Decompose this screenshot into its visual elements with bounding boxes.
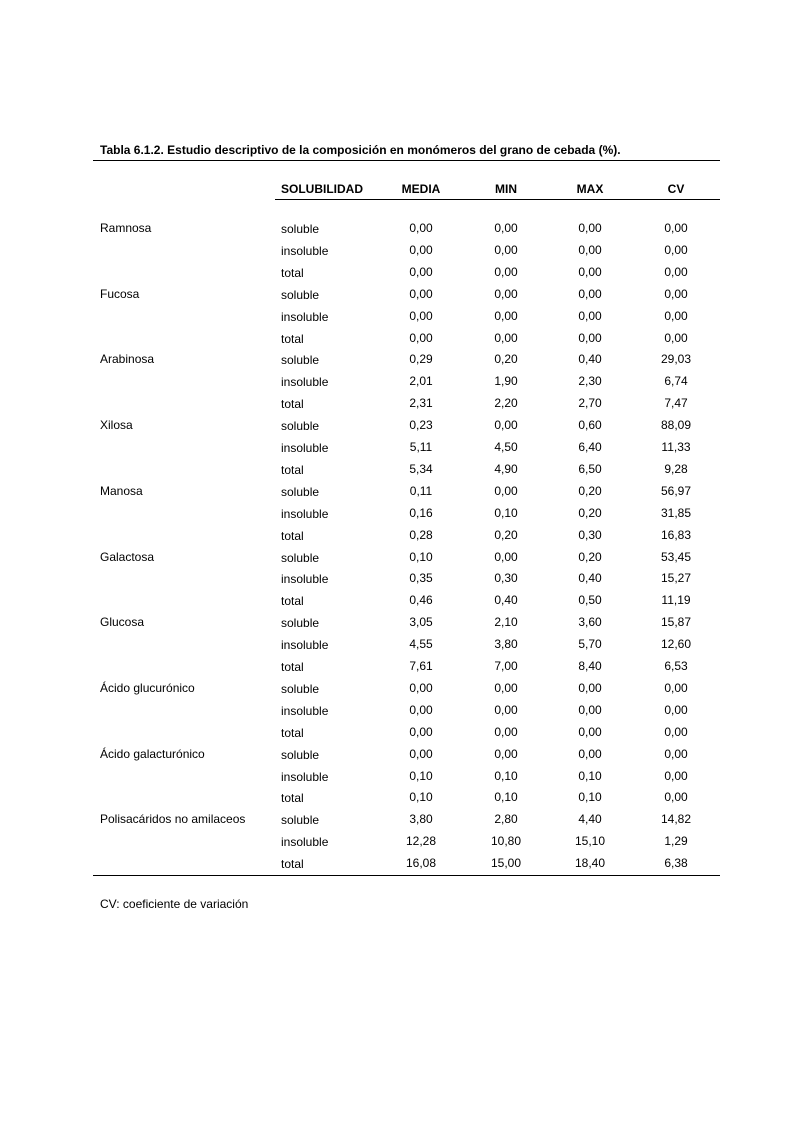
cell-media: 0,10 bbox=[409, 549, 433, 564]
cell-media: 0,00 bbox=[409, 264, 433, 279]
cell-media: 0,00 bbox=[409, 746, 433, 761]
cell-min: 0,10 bbox=[494, 790, 518, 805]
cell-min: 0,00 bbox=[494, 483, 518, 498]
cell-min: 4,50 bbox=[494, 440, 518, 454]
cell-cv: 0,00 bbox=[664, 286, 688, 301]
cell-solubility: soluble bbox=[281, 550, 320, 565]
cell-min: 0,00 bbox=[494, 746, 518, 761]
cell-max: 2,70 bbox=[578, 396, 602, 411]
cell-cv: 0,00 bbox=[664, 768, 688, 783]
cell-min: 0,00 bbox=[494, 308, 518, 323]
footnote: CV: coeficiente de variación bbox=[100, 897, 249, 911]
cell-solubility: total bbox=[281, 660, 304, 674]
cell-media: 16,08 bbox=[405, 856, 437, 871]
row-group-name: Ramnosa bbox=[100, 221, 152, 235]
cell-media: 0,10 bbox=[409, 768, 433, 783]
cell-solubility: total bbox=[281, 857, 304, 872]
cell-media: 0,11 bbox=[409, 483, 433, 498]
cell-media: 0,00 bbox=[409, 242, 433, 257]
cell-cv: 0,00 bbox=[664, 264, 688, 279]
cell-min: 0,00 bbox=[494, 549, 518, 564]
cell-min: 3,80 bbox=[494, 637, 518, 652]
row-group-name: Ácido glucurónico bbox=[100, 680, 195, 695]
cell-solubility: insoluble bbox=[281, 309, 329, 324]
cell-min: 0,20 bbox=[494, 527, 518, 542]
cell-min: 0,20 bbox=[494, 352, 518, 367]
cell-max: 18,40 bbox=[574, 856, 606, 871]
cell-solubility: total bbox=[281, 791, 304, 806]
cell-max: 4,40 bbox=[578, 812, 602, 827]
cell-max: 0,00 bbox=[578, 221, 602, 235]
cell-solubility: soluble bbox=[281, 616, 320, 631]
row-group-name: Arabinosa bbox=[100, 352, 155, 367]
cell-media: 0,28 bbox=[409, 527, 433, 542]
cell-solubility: total bbox=[281, 462, 304, 477]
cell-solubility: insoluble bbox=[281, 572, 329, 587]
cell-media: 4,55 bbox=[409, 637, 433, 652]
cell-max: 0,10 bbox=[578, 768, 602, 783]
cell-max: 0,00 bbox=[578, 724, 602, 739]
cell-solubility: insoluble bbox=[281, 506, 329, 521]
cell-media: 0,29 bbox=[409, 352, 433, 367]
cell-min: 15,00 bbox=[490, 856, 522, 871]
cell-min: 0,00 bbox=[494, 724, 518, 739]
cell-solubility: total bbox=[281, 397, 304, 412]
cell-min: 0,00 bbox=[494, 264, 518, 279]
header-solubility: SOLUBILIDAD bbox=[281, 182, 363, 196]
cell-cv: 11,33 bbox=[661, 440, 691, 454]
cell-min: 0,00 bbox=[494, 418, 518, 433]
bottom-rule bbox=[93, 875, 720, 876]
cell-media: 0,00 bbox=[409, 702, 433, 717]
cell-media: 0,00 bbox=[409, 221, 433, 235]
cell-solubility: insoluble bbox=[281, 375, 329, 390]
cell-solubility: insoluble bbox=[281, 441, 329, 455]
cell-media: 0,46 bbox=[409, 593, 433, 608]
cell-media: 7,61 bbox=[409, 659, 433, 673]
cell-max: 2,30 bbox=[578, 374, 602, 389]
cell-cv: 0,00 bbox=[664, 724, 688, 739]
cell-solubility: insoluble bbox=[281, 835, 329, 850]
cell-cv: 7,47 bbox=[664, 396, 688, 411]
cell-max: 0,10 bbox=[578, 790, 602, 805]
cell-cv: 1,29 bbox=[664, 834, 688, 849]
cell-media: 0,00 bbox=[409, 286, 433, 301]
cell-cv: 6,53 bbox=[664, 659, 688, 673]
cell-max: 0,00 bbox=[578, 308, 602, 323]
cell-min: 0,00 bbox=[494, 330, 518, 345]
cell-media: 3,80 bbox=[409, 812, 433, 827]
cell-solubility: soluble bbox=[281, 222, 320, 236]
cell-media: 0,16 bbox=[409, 505, 433, 520]
cell-min: 0,00 bbox=[494, 680, 518, 695]
cell-cv: 0,00 bbox=[664, 221, 688, 235]
cell-max: 5,70 bbox=[578, 637, 602, 652]
cell-media: 0,00 bbox=[409, 308, 433, 323]
cell-max: 0,00 bbox=[578, 286, 602, 301]
cell-min: 0,40 bbox=[494, 593, 518, 608]
row-group-name: Xilosa bbox=[100, 418, 133, 433]
header-min: MIN bbox=[495, 182, 517, 196]
cell-solubility: total bbox=[281, 331, 304, 346]
cell-min: 0,10 bbox=[494, 505, 518, 520]
header-rule bbox=[275, 199, 720, 200]
cell-media: 0,10 bbox=[409, 790, 433, 805]
cell-media: 5,34 bbox=[409, 461, 433, 476]
cell-min: 0,30 bbox=[494, 571, 518, 586]
cell-solubility: insoluble bbox=[281, 769, 329, 784]
cell-min: 1,90 bbox=[494, 374, 518, 389]
cell-solubility: insoluble bbox=[281, 703, 329, 718]
cell-cv: 9,28 bbox=[664, 461, 688, 476]
row-group-name: Galactosa bbox=[100, 549, 155, 564]
cell-solubility: soluble bbox=[281, 484, 320, 499]
cell-solubility: insoluble bbox=[281, 638, 329, 653]
cell-max: 0,00 bbox=[578, 746, 602, 761]
cell-min: 4,90 bbox=[494, 461, 518, 476]
cell-cv: 15,87 bbox=[660, 615, 692, 630]
cell-solubility: soluble bbox=[281, 353, 320, 368]
cell-max: 0,20 bbox=[578, 483, 602, 498]
cell-media: 2,01 bbox=[409, 374, 433, 389]
cell-cv: 16,83 bbox=[660, 527, 692, 542]
row-group-name: Glucosa bbox=[100, 615, 145, 630]
cell-max: 0,30 bbox=[578, 527, 602, 542]
cell-cv: 11,19 bbox=[661, 593, 691, 608]
cell-cv: 15,27 bbox=[660, 571, 692, 586]
header-max: MAX bbox=[576, 182, 604, 196]
cell-solubility: total bbox=[281, 265, 304, 280]
cell-min: 7,00 bbox=[494, 659, 518, 673]
cell-max: 15,10 bbox=[574, 834, 606, 849]
cell-cv: 14,82 bbox=[660, 812, 692, 827]
cell-solubility: total bbox=[281, 594, 304, 609]
cell-min: 0,00 bbox=[494, 242, 518, 257]
cell-min: 10,80 bbox=[490, 834, 522, 849]
cell-media: 12,28 bbox=[405, 834, 437, 849]
cell-max: 0,20 bbox=[578, 505, 602, 520]
row-group-name: Polisacáridos no amilaceos bbox=[100, 812, 246, 827]
cell-min: 0,00 bbox=[494, 286, 518, 301]
cell-solubility: soluble bbox=[281, 681, 320, 696]
row-group-name: Fucosa bbox=[100, 286, 140, 301]
cell-max: 0,00 bbox=[578, 264, 602, 279]
cell-media: 3,05 bbox=[409, 615, 433, 630]
cell-max: 0,00 bbox=[578, 680, 602, 695]
cell-max: 0,50 bbox=[578, 593, 602, 608]
cell-solubility: soluble bbox=[281, 813, 320, 828]
cell-solubility: total bbox=[281, 725, 304, 740]
header-mean: MEDIA bbox=[401, 182, 441, 196]
cell-max: 6,50 bbox=[578, 461, 602, 476]
cell-max: 0,40 bbox=[578, 352, 602, 367]
cell-solubility: soluble bbox=[281, 747, 320, 762]
cell-min: 2,20 bbox=[494, 396, 518, 411]
cell-cv: 0,00 bbox=[664, 242, 688, 257]
cell-max: 6,40 bbox=[578, 440, 602, 454]
cell-cv: 0,00 bbox=[664, 330, 688, 345]
cell-solubility: insoluble bbox=[281, 243, 329, 258]
cell-media: 0,23 bbox=[409, 418, 433, 433]
cell-solubility: soluble bbox=[281, 287, 320, 302]
cell-cv: 0,00 bbox=[664, 680, 688, 695]
cell-min: 0,00 bbox=[494, 221, 518, 235]
cell-cv: 6,38 bbox=[664, 856, 688, 871]
cell-cv: 53,45 bbox=[660, 549, 692, 564]
cell-cv: 0,00 bbox=[664, 746, 688, 761]
cell-cv: 0,00 bbox=[664, 702, 688, 717]
cell-max: 0,20 bbox=[578, 549, 602, 564]
cell-max: 0,00 bbox=[578, 330, 602, 345]
cell-media: 0,35 bbox=[409, 571, 433, 586]
cell-solubility: total bbox=[281, 528, 304, 543]
cell-max: 8,40 bbox=[578, 659, 602, 673]
cell-media: 0,00 bbox=[409, 330, 433, 345]
header-cv: CV bbox=[667, 182, 685, 196]
cell-max: 3,60 bbox=[578, 615, 602, 630]
cell-cv: 12,60 bbox=[660, 637, 692, 652]
cell-max: 0,00 bbox=[578, 242, 602, 257]
row-group-name: Manosa bbox=[100, 483, 143, 498]
cell-min: 0,00 bbox=[494, 702, 518, 717]
cell-media: 2,31 bbox=[409, 396, 433, 411]
cell-media: 0,00 bbox=[409, 680, 433, 695]
cell-media: 5,11 bbox=[409, 440, 433, 454]
cell-max: 0,40 bbox=[578, 571, 602, 586]
cell-cv: 56,97 bbox=[660, 483, 692, 498]
cell-cv: 6,74 bbox=[664, 374, 688, 389]
cell-cv: 29,03 bbox=[660, 352, 692, 367]
cell-max: 0,60 bbox=[578, 418, 602, 433]
cell-cv: 0,00 bbox=[664, 790, 688, 805]
cell-cv: 0,00 bbox=[664, 308, 688, 323]
cell-solubility: soluble bbox=[281, 419, 320, 434]
cell-min: 2,10 bbox=[494, 615, 518, 630]
cell-max: 0,00 bbox=[578, 702, 602, 717]
cell-min: 0,10 bbox=[494, 768, 518, 783]
top-rule bbox=[93, 160, 720, 161]
cell-media: 0,00 bbox=[409, 724, 433, 739]
row-group-name: Ácido galacturónico bbox=[100, 746, 205, 761]
table-caption: Tabla 6.1.2. Estudio descriptivo de la composición en monómeros del grano de cebada (%). bbox=[100, 143, 621, 157]
cell-min: 2,80 bbox=[494, 812, 518, 827]
cell-cv: 31,85 bbox=[660, 505, 692, 520]
cell-cv: 88,09 bbox=[660, 418, 692, 433]
